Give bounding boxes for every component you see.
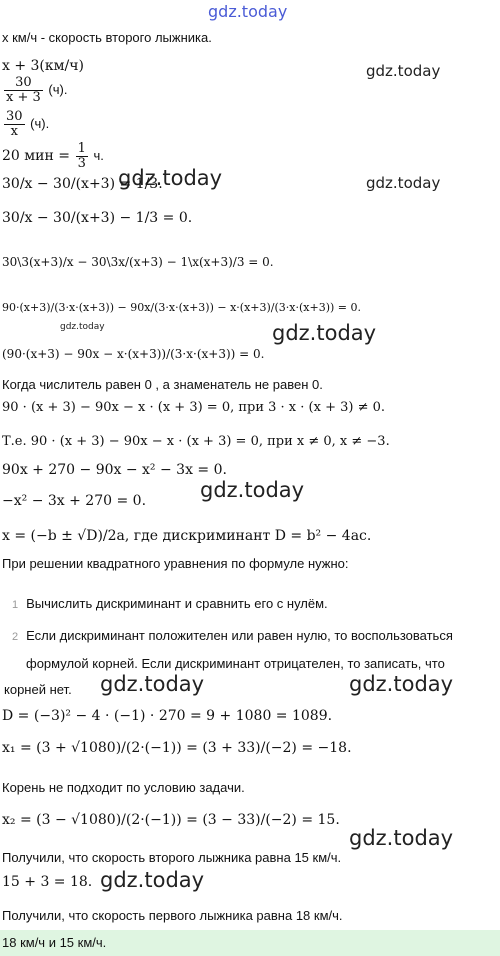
equation-root-1: x₁ = (3 + √1080)/(2·(−1)) = (3 + 33)/(−2) = −18. xyxy=(2,740,352,756)
watermark: gdz.today xyxy=(272,321,377,345)
equation-speed-first: 15 + 3 = 18. xyxy=(2,874,93,890)
step-1 xyxy=(12,596,328,613)
equation-root-2: x₂ = (3 − √1080)/(2·(−1)) = (3 − 33)/(−2) = 15. xyxy=(2,812,340,828)
frac-den: x xyxy=(4,124,25,139)
text: 20 мин = xyxy=(2,147,70,164)
answer-text: 18 км/ч и 15 км/ч. xyxy=(2,935,107,950)
equation-1: 30/x − 30/(x+3) = 1/3. xyxy=(2,176,163,192)
text-method: При решении квадратного уравнения по формуле нужно: xyxy=(2,556,349,571)
frac-num: 30 xyxy=(6,109,23,124)
text-speed-first: Получили, что скорость первого лыжника равна 18 км/ч. xyxy=(2,908,343,923)
frac-num: 1 xyxy=(77,141,86,156)
watermark: gdz.today xyxy=(200,478,305,502)
unit: ч. xyxy=(93,147,104,163)
watermark: gdz.today xyxy=(100,672,205,696)
equation-6: 90 · (x + 3) − 90x − x · (x + 3) = 0, при 3 · x · (x + 3) ≠ 0. xyxy=(2,400,385,415)
frac-den: 3 xyxy=(77,156,86,171)
unit: (ч). xyxy=(48,81,68,97)
watermark: gdz.today xyxy=(349,826,454,850)
step-text: Если дискриминант положителен или равен нулю, то воспользоваться xyxy=(26,628,453,643)
equation-3: 30\3(x+3)/x − 30\3x/(x+3) − 1\x(x+3)/3 = 0. xyxy=(2,255,274,269)
step-number: 2 xyxy=(12,631,19,643)
text-condition: Когда числитель равен 0 , а знаменатель не равен 0. xyxy=(2,377,323,392)
frac-num: 30 xyxy=(15,75,32,90)
equation-discriminant: D = (−3)² − 4 · (−1) · 270 = 9 + 1080 = 1089. xyxy=(2,708,333,724)
equation-4: 90·(x+3)/(3·x·(x+3)) − 90x/(3·x·(x+3)) − x·(x+3)/(3·x·(x+3)) = 0. xyxy=(2,301,361,314)
answer-box xyxy=(0,930,500,956)
step-2 xyxy=(12,628,453,645)
line-minutes xyxy=(2,142,104,171)
step-2-end: корней нет. xyxy=(4,682,72,697)
line-time-first xyxy=(2,76,67,105)
equation-5: (90·(x+3) − 90x − x·(x+3))/(3·x·(x+3)) = 0. xyxy=(2,347,265,361)
step-number: 1 xyxy=(12,599,19,611)
watermark: gdz.today xyxy=(366,174,441,192)
watermark-top: gdz.today xyxy=(208,2,288,21)
frac-den: x + 3 xyxy=(6,90,41,105)
step-text: Вычислить дискриминант и сравнить его с нулём. xyxy=(26,596,328,611)
watermark: gdz.today xyxy=(349,672,454,696)
line-time-second xyxy=(2,110,49,139)
equation-2: 30/x − 30/(x+3) − 1/3 = 0. xyxy=(2,210,193,226)
watermark: gdz.today xyxy=(366,62,441,80)
step-2-cont: формулой корней. Если дискриминант отрицателен, то записать, что xyxy=(26,656,445,671)
equation-9: −x² − 3x + 270 = 0. xyxy=(2,493,147,509)
text-speed-second: Получили, что скорость второго лыжника равна 15 км/ч. xyxy=(2,850,342,865)
unit: (ч). xyxy=(30,115,50,131)
text-root-rejected: Корень не подходит по условию задачи. xyxy=(2,780,245,795)
line-variable-def: x км/ч - скорость второго лыжника. xyxy=(2,30,212,45)
watermark: gdz.today xyxy=(100,868,205,892)
watermark: gdz.today xyxy=(118,166,223,190)
equation-10: x = (−b ± √D)/2a, где дискриминант D = b² − 4ac. xyxy=(2,528,372,544)
equation-7: Т.е. 90 · (x + 3) − 90x − x · (x + 3) = 0, при x ≠ 0, x ≠ −3. xyxy=(2,434,390,449)
equation-8: 90x + 270 − 90x − x² − 3x = 0. xyxy=(2,462,227,478)
line-speed-first: x + 3(км/ч) xyxy=(2,58,84,74)
watermark: gdz.today xyxy=(60,322,105,332)
